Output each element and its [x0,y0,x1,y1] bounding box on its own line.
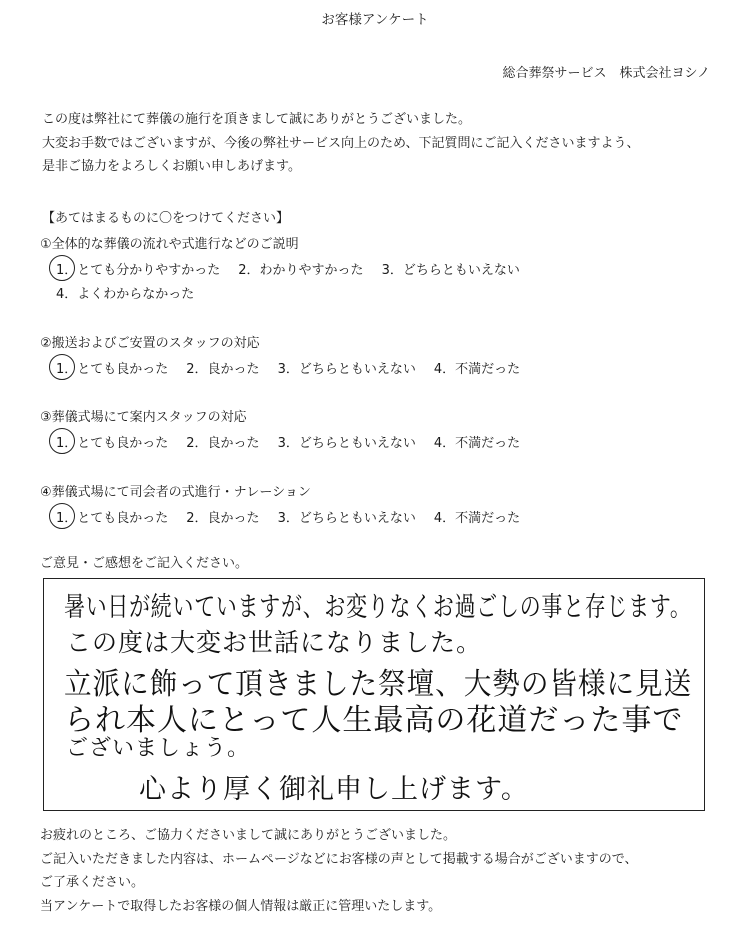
q3-option-2[interactable]: 2．良かった [186,436,260,451]
footer-line: 当アンケートで取得したお客様の個人情報は厳正に管理いたします。 [40,898,442,914]
q4-option-4[interactable]: 4．不満だった [433,511,521,526]
q2-option-2[interactable]: 2．良かった [186,362,260,377]
footer-line: ご記入いただきました内容は、ホームページなどにお客様の声として掲載する場合がございますので、 [40,851,638,867]
intro-line: この度は弊社にて葬儀の施行を頂きまして誠にありがとうございました。 [42,112,472,127]
footer-line: ご了承ください。 [40,875,145,890]
question-3-label: ③葬儀式場にて案内スタッフの対応 [40,410,247,425]
q2-option-1[interactable]: 1．とても良かった [56,358,168,377]
comment-line-1: 暑い日が続いていますが、お変りなくお過ごしの事と存じます。 [64,592,692,623]
q4-option-2[interactable]: 2．良かった [186,511,260,526]
page-title: お客様アンケート [321,12,429,28]
q3-option-1[interactable]: 1．とても良かった [56,432,168,451]
comment-line-6: 心より厚く御礼申し上げます。 [139,774,529,805]
q1-option-3[interactable]: 3．どちらともいえない [381,263,520,278]
question-4-label: ④葬儀式場にて司会者の式進行・ナレーション [40,485,311,500]
comment-label: ご意見・ご感想をご記入ください。 [40,556,249,571]
question-1-label: ①全体的な葬儀の流れや式進行などのご説明 [40,237,299,252]
question-4-options [56,507,538,526]
footer-line: お疲れのところ、ご協力くださいまして誠にありがとうございました。 [40,828,457,843]
q4-option-1[interactable]: 1．とても良かった [56,507,168,526]
intro-line: 是非ご協力をよろしくお願い申しあげます。 [42,159,301,174]
comment-line-4: られ本人にとって人生最高の花道だった事で [64,703,684,738]
comment-line-3: 立派に飾って頂きました祭壇、大勢の皆様に見送 [64,667,693,702]
q1-option-4[interactable]: 4．よくわからなかった [56,287,195,302]
q2-option-3[interactable]: 3．どちらともいえない [277,362,416,377]
comment-box[interactable] [43,578,705,811]
comment-line-2: この度は大変お世話になりました。 [66,628,483,657]
question-1-options [56,259,538,278]
q3-option-4[interactable]: 4．不満だった [433,436,521,451]
intro-line: 大変お手数ではございますが、今後の弊社サービス向上のため、下記質問にご記入くださいますよう、 [42,135,640,151]
q1-option-2[interactable]: 2．わかりやすかった [238,263,364,278]
question-2-options [56,358,538,377]
instruction: 【あてはまるものに〇をつけてください】 [42,211,290,226]
question-2-label: ②搬送およびご安置のスタッフの対応 [40,336,260,351]
q1-option-1[interactable]: 1．とても分かりやすかった [56,259,220,278]
q2-option-4[interactable]: 4．不満だった [433,362,521,377]
company-name: 総合葬祭サービス 株式会社ヨシノ [502,66,710,81]
question-3-options [56,432,538,451]
footer-text [40,824,637,918]
intro-text [42,108,639,179]
q4-option-3[interactable]: 3．どちらともいえない [277,511,416,526]
comment-line-5: ございましょう。 [66,736,251,761]
q3-option-3[interactable]: 3．どちらともいえない [277,436,416,451]
